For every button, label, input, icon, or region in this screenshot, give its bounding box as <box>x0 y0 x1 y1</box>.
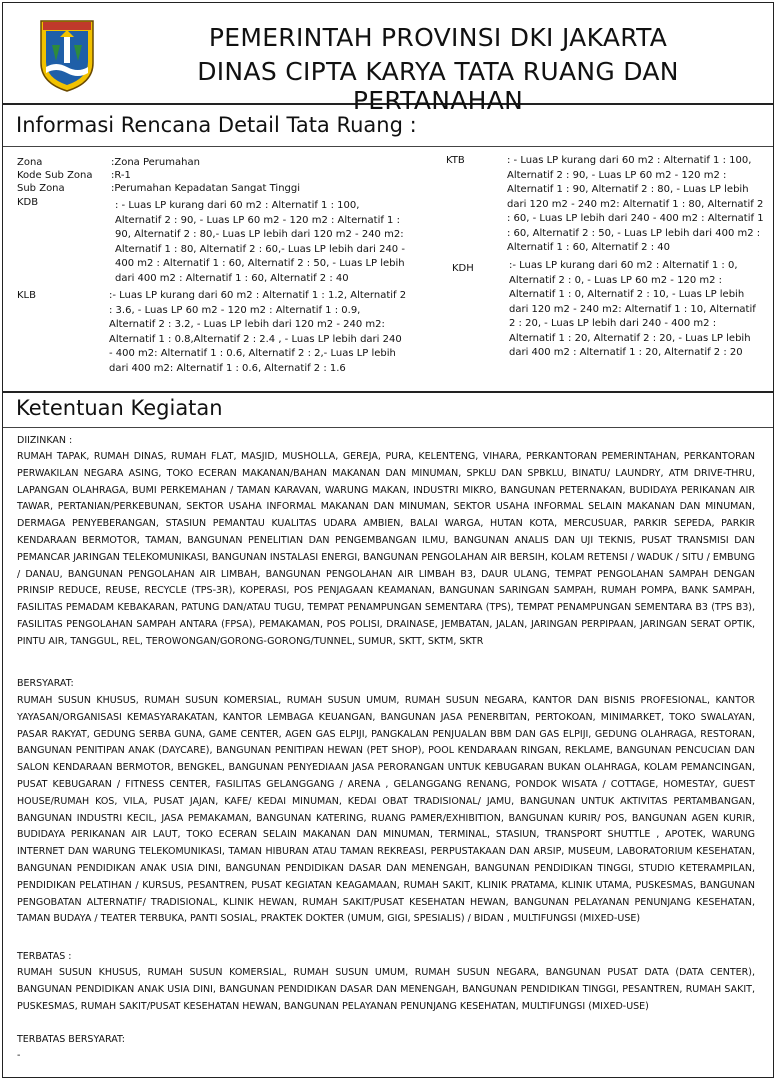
bersyarat-label: BERSYARAT: <box>17 678 74 689</box>
klb-value: :- Luas LP kurang dari 60 m2 : Alternatif 1 : 1.2, Alternatif 2 : 3.6, - Luas LP 60 m2 - 120 m2 : Alternatif 1 : 0.9, Alternatif 2 : 3.2, - Luas LP lebih dari 120 m2 - 240 m2: Alternatif 1 : 0.8,Alternatif 2 : 2.4 , - Luas LP lebih dari 240 - 400 m2: Alternatif 1 : 0.6, Alternatif 2 : 2,- Luas LP lebih dari 400 m2: Alternatif 1 : 0.6, Alternatif 2 : 1.6 <box>109 290 407 374</box>
terbatas-bersyarat-text: - <box>17 1050 21 1061</box>
kode-sub-zona-label: Kode Sub Zona <box>17 170 93 181</box>
kdb-label: KDB <box>17 197 39 208</box>
ktb-value: : - Luas LP kurang dari 60 m2 : Alternatif 1 : 100, Alternatif 2 : 90, - Luas LP 60 m2 - 120 m2 : Alternatif 1 : 90, Alternatif 2 : 80, - Luas LP lebih dari 120 m2 - 240 m2: Alternatif 1 : 80, Alternatif 2 : 60, - Luas LP lebih dari 240 - 400 m2 : Alternatif 1 : 60, Alternatif 2 : 50, - Luas LP lebih dari 400 m2 : Alternatif 1 : 60, Alternatif 2 : 40 <box>507 155 764 253</box>
terbatas-bersyarat-label: TERBATAS BERSYARAT: <box>17 1034 125 1045</box>
divider <box>3 427 773 428</box>
zona-value: :Zona Perumahan <box>111 157 200 168</box>
document-header <box>3 3 773 115</box>
sub-zona-label: Sub Zona <box>17 183 65 194</box>
divider <box>3 391 773 393</box>
section-title-ketentuan-kegiatan: Ketentuan Kegiatan <box>16 396 223 420</box>
kdh-label: KDH <box>452 263 474 274</box>
terbatas-label: TERBATAS : <box>17 951 72 962</box>
ktb-label: KTB <box>446 155 465 166</box>
bersyarat-text: RUMAH SUSUN KHUSUS, RUMAH SUSUN KOMERSIAL, RUMAH SUSUN UMUM, RUMAH SUSUN NEGARA, KANTOR DAN BISNIS PROFESIONAL, KANTOR YAYASAN/ORGANISASI KEMASYARAKATAN, KANTOR LEMBAGA KEUANGAN, BANGUNAN JASA PENERBITAN, PERTOKOAN, MINIMARKET, TOKO SWALAYAN, PASAR RAKYAT, GEDUNG SERBA GUNA, GAME CENTER, AGEN GAS ELPIJI, PANGKALAN PENJUALAN BBM DAN GAS ELPIJI, GEDUNG OLAHRAGA, RESTORAN, BANGUNAN PENITIPAN ANAK (DAYCARE), BANGUNAN PENITIPAN HEWAN (PET SHOP), POOL KENDARAAN RINGAN, REKLAME, BANGUNAN PENCUCIAN DAN SALON KENDARAAN BERMOTOR, BENGKEL, BANGUNAN PENYEDIAAN JASA PERORANGAN UNTUK KEBUGARAN BUKAN OLAHRAGA, KOLAM PEMANCINGAN, PUSAT KEBUGARAN / FITNESS CENTER, FASILITAS GELANGGANG / ARENA , GELANGGANG RENANG, PONDOK WISATA / COTTAGE, HOMESTAY, GUEST HOUSE/RUMAH KOS, VILA, PUSAT JAJAN, KAFE/ KEDAI MINUMAN, KEDAI OBAT TRADISIONAL/ JAMU, BANGUNAN UNTUK AKTIVITAS PERTAMBANGAN, BANGUNAN INDUSTRI KECIL, JASA PEMAKAMAN, BANGUNAN KATERING, RUANG PAMER/EXHIBITION, BANGUNAN KURIR/ POS, BANGUNAN AGEN KURIR, BUDIDAYA PERIKANAN AIR LAUT, TOKO ECERAN SELAIN MAKANAN DAN MINUMAN, TERMINAL, STASIUN, TRANSPORT SHUTTLE , APOTEK, WARUNG INTERNET DAN WARUNG TELEKOMUNIKASI, TAMAN HIBURAN ATAU TAMAN REKREASI, PERPUSTAKAAN DAN ARSIP, MUSEUM, LABORATORIUM KESEHATAN, BANGUNAN PENDIDIKAN ANAK USIA DINI, BANGUNAN PENDIDIKAN DASAR DAN MENENGAH, BANGUNAN PENDIDIKAN TINGGI, STUDIO KETERAMPILAN, PENDIDIKAN PELATIHAN / KURSUS, PESANTREN, PUSAT KEGIATAN KEAGAMAAN, RUMAH SAKIT, KLINIK PRATAMA, KLINIK UTAMA, PUSKESMAS, BANGUNAN PENGOBATAN ALTERNATIF/ TRADISIONAL, KLINIK HEWAN, RUMAH SAKIT/PUSAT KESEHATAN HEWAN, BANGUNAN PELAYANAN PENUNJANG KESEHATAN, TAMAN BUDAYA / TEATER TERBUKA, PANTI SOSIAL, PRAKTEK DOKTER (UMUM, GIGI, SPESIALIS) / BIDAN , MULTIFUNGSI (MIXED-USE) <box>17 695 755 925</box>
document-page <box>2 2 774 1078</box>
header-government-title: PEMERINTAH PROVINSI DKI JAKARTA <box>208 23 668 52</box>
kdb-value: : - Luas LP kurang dari 60 m2 : Alternatif 1 : 100, Alternatif 2 : 90, - Luas LP 60 m2 - 120 m2 : Alternatif 1 : 90, Alternatif 2 : 80,- Luas LP lebih dari 120 m2 - 240 m2: Alternatif 1 : 80, Alternatif 2 : 60,- Luas LP lebih dari 240 - 400 m2 : Alternatif 1 : 60, Alternatif 2 : 50, - Luas LP lebih dari 400 m2 : Alternatif 1 : 60, Alternatif 2 : 40 <box>115 200 405 284</box>
terbatas-text: RUMAH SUSUN KHUSUS, RUMAH SUSUN KOMERSIAL, RUMAH SUSUN UMUM, RUMAH SUSUN NEGARA, BANGUNAN PUSAT DATA (DATA CENTER), BANGUNAN PENDIDIKAN ANAK USIA DINI, BANGUNAN PENDIDIKAN DASAR DAN MENENGAH, BANGUNAN PENDIDIKAN TINGGI, PESANTREN, RUMAH SAKIT, PUSKESMAS, RUMAH SAKIT/PUSAT KESEHATAN HEWAN, BANGUNAN PELAYANAN PENUNJANG KESEHATAN, MULTIFUNGSI (MIXED-USE) <box>17 967 755 1012</box>
header-department-title: DINAS CIPTA KARYA TATA RUANG DAN PERTANAHAN <box>197 57 679 115</box>
kdh-value: :- Luas LP kurang dari 60 m2 : Alternatif 1 : 0, Alternatif 2 : 0, - Luas LP 60 m2 - 120 m2 : Alternatif 1 : 0, Alternatif 2 : 10, - Luas LP lebih dari 120 m2 - 240 m2: Alternatif 1 : 10, Alternatif 2 : 20, - Luas LP lebih dari 240 - 400 m2 : Alternatif 1 : 20, Alternatif 2 : 20, - Luas LP lebih dari 400 m2 : Alternatif 1 : 20, Alternatif 2 : 20 <box>509 260 756 358</box>
diizinkan-label: DIIZINKAN : <box>17 435 73 446</box>
kode-sub-zona-value: :R-1 <box>111 170 131 181</box>
divider <box>3 146 773 147</box>
sub-zona-value: :Perumahan Kepadatan Sangat Tinggi <box>111 183 301 194</box>
zona-label: Zona <box>17 157 43 168</box>
dki-jakarta-crest-logo <box>38 17 96 93</box>
section-title-rdtr: Informasi Rencana Detail Tata Ruang : <box>16 113 417 137</box>
diizinkan-text: RUMAH TAPAK, RUMAH DINAS, RUMAH FLAT, MASJID, MUSHOLLA, GEREJA, PURA, KELENTENG, VIHARA, PERKANTORAN PEMERINTAHAN, PERKANTORAN PERWAKILAN NEGARA ASING, TOKO ECERAN MAKANAN/BAHAN MAKANAN DAN MINUMAN, SPKLU DAN SPBKLU, BINATU/ LAUNDRY, ATM DRIVE-THRU, LAPANGAN OLAHRAGA, BUMI PERKEMAHAN / TAMAN KARAVAN, WARUNG MAKAN, INDUSTRI MIKRO, BANGUNAN PETERNAKAN, BUDIDAYA PERIKANAN AIR TAWAR, PERTANIAN/PERKEBUNAN, SEKTOR USAHA INFORMAL MAKANAN DAN MINUMAN, SEKTOR USAHA INFORMAL SELAIN MAKANAN DAN MINUMAN, DERMAGA PENYEBERANGAN, STASIUN PEMANTAU KUALITAS UDARA AMBIEN, BALAI WARGA, HUTAN KOTA, MERCUSUAR, PARKIR SEPEDA, PARKIR KENDARAAN BERMOTOR, TAMAN, BANGUNAN PENELITIAN DAN PENGEMBANGAN ILMU, BANGUNAN ANALIS DAN UJI TEKNIS, PUSAT TRANSMISI DAN PEMANCAR JARINGAN TELEKOMUNIKASI, BANGUNAN INSTALASI ENERGI, BANGUNAN PENGOLAHAN AIR BERSIH, KOLAM RETENSI / WADUK / SITU / EMBUNG / DANAU, BANGUNAN PENGOLAHAN AIR LIMBAH, BANGUNAN PENGOLAHAN AIR LIMBAH B3, DAUR ULANG, TEMPAT PENGOLAHAN SAMPAH DENGAN PRINSIP REDUCE, REUSE, RECYCLE (TPS-3R), KOPERASI, POS PENJAGAAN KEAMANAN, BANGUNAN SARINGAN SAMPAH, RUMAH POMPA, BANK SAMPAH, FASILITAS PEMADAM KEBAKARAN, PATUNG DAN/ATAU TUGU, TEMPAT PENAMPUNGAN SEMENTARA (TPS), TEMPAT PENAMPUNGAN SEMENTARA B3 (TPS B3), FASILITAS PENGOLAHAN SAMPAH ANTARA (FPSA), PEMAKAMAN, POS POLISI, DRAINASE, JEMBATAN, JALAN, JARINGAN PERPIPAAN, JARINGAN SERAT OPTIK, PINTU AIR, TANGGUL, REL, TEROWONGAN/GORONG-GORONG/TUNNEL, SUMUR, SKTT, SKTM, SKTR <box>17 451 755 647</box>
klb-label: KLB <box>17 290 36 301</box>
